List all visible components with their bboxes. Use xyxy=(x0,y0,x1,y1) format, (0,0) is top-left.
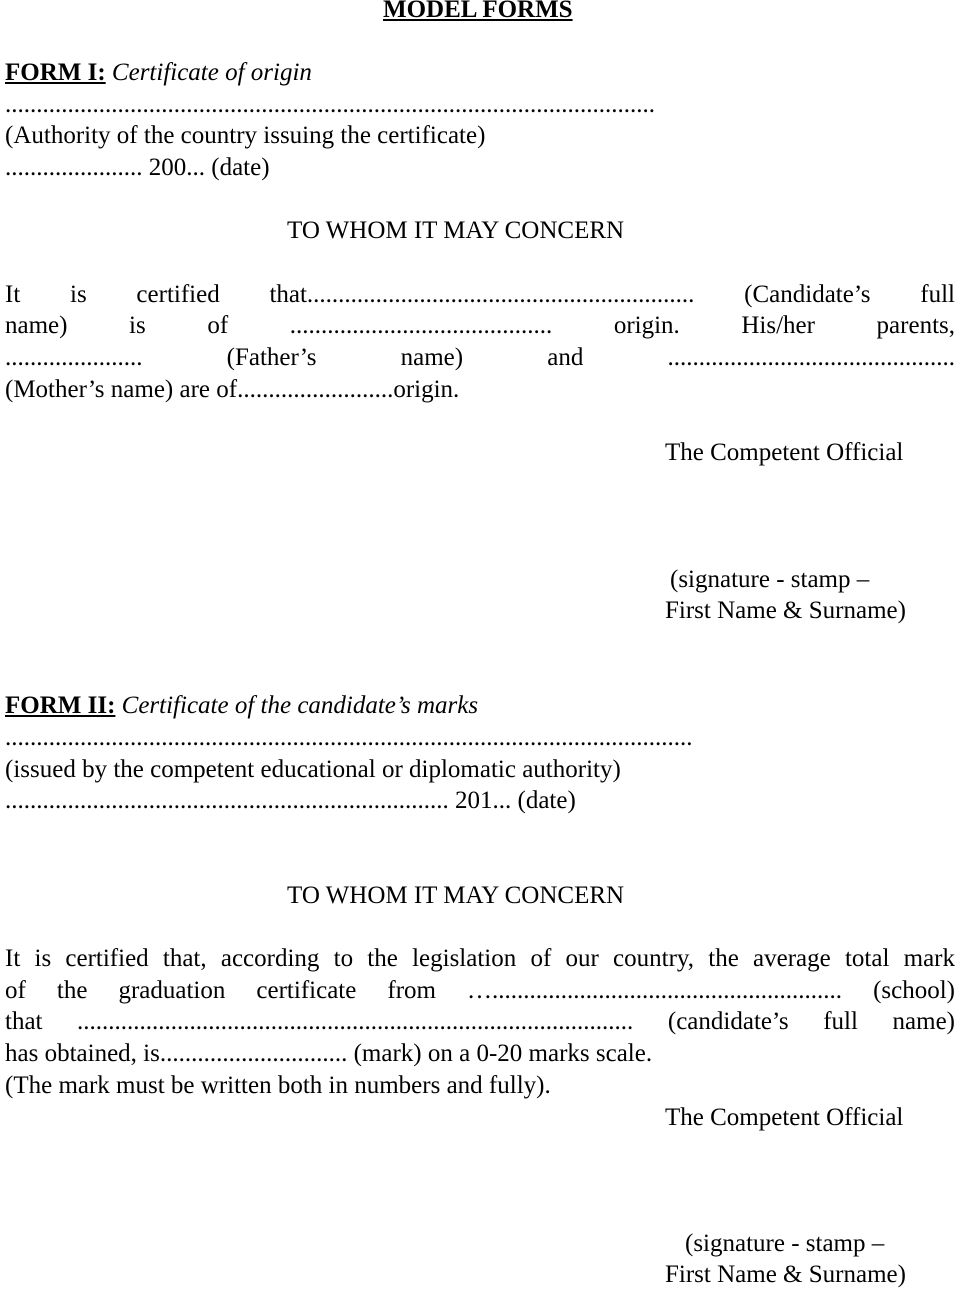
form1-body-line-4: (Mother’s name) are of.........................origin. xyxy=(5,376,460,403)
form2-authority: (issued by the competent educational or diplomatic authority) xyxy=(5,756,621,783)
form2-signature-line-1: (signature - stamp – xyxy=(685,1230,885,1257)
form1-body-line-2: name) is of .......................................... origin. His/her parents, xyxy=(5,312,955,339)
form1-dots-line: ........................................................................................................ xyxy=(5,91,655,118)
form2-body-line-3: that ......................................................................................... (candidate’s full name) xyxy=(5,1008,955,1035)
form1-authority: (Authority of the country issuing the certificate) xyxy=(5,122,486,149)
form2-body-line-5: (The mark must be written both in numbers and fully). xyxy=(5,1072,551,1099)
form1-subtitle: Certificate of origin xyxy=(111,59,312,86)
form2-concern-heading: TO WHOM IT MAY CONCERN xyxy=(287,882,625,909)
form2-date-line: ....................................................................... 201... (date) xyxy=(5,787,576,814)
form2-competent-official: The Competent Official xyxy=(665,1104,904,1131)
form1-signature-line-1: (signature - stamp – xyxy=(670,566,870,593)
form2-subtitle: Certificate of the candidate’s marks xyxy=(121,692,479,719)
form2-signature-line-2: First Name & Surname) xyxy=(665,1261,906,1288)
form1-signature-line-2: First Name & Surname) xyxy=(665,597,906,624)
form2-body-line-4: has obtained, is.............................. (mark) on a 0-20 marks scale. xyxy=(5,1040,653,1067)
page-title: MODEL FORMS xyxy=(383,0,573,23)
form2-label: FORM II: xyxy=(5,692,116,719)
form1-concern-heading: TO WHOM IT MAY CONCERN xyxy=(287,217,625,244)
form2-heading xyxy=(5,690,478,722)
form1-heading xyxy=(5,57,312,89)
form2-body-line-1: It is certified that, according to the legislation of our country, the average total mark xyxy=(5,945,955,972)
form1-body-line-1: It is certified that.............................................................. (Candidate’s full xyxy=(5,281,955,308)
form2-body-line-2: of the graduation certificate from …........................................................ (school) xyxy=(5,977,955,1004)
form1-competent-official: The Competent Official xyxy=(665,439,904,466)
form1-date-line: ...................... 200... (date) xyxy=(5,154,270,181)
form2-dots-line: .............................................................................................................. xyxy=(5,724,693,751)
form1-label: FORM I: xyxy=(5,59,106,86)
form1-body-line-3: ...................... (Father’s name) and .............................................. xyxy=(5,344,955,371)
